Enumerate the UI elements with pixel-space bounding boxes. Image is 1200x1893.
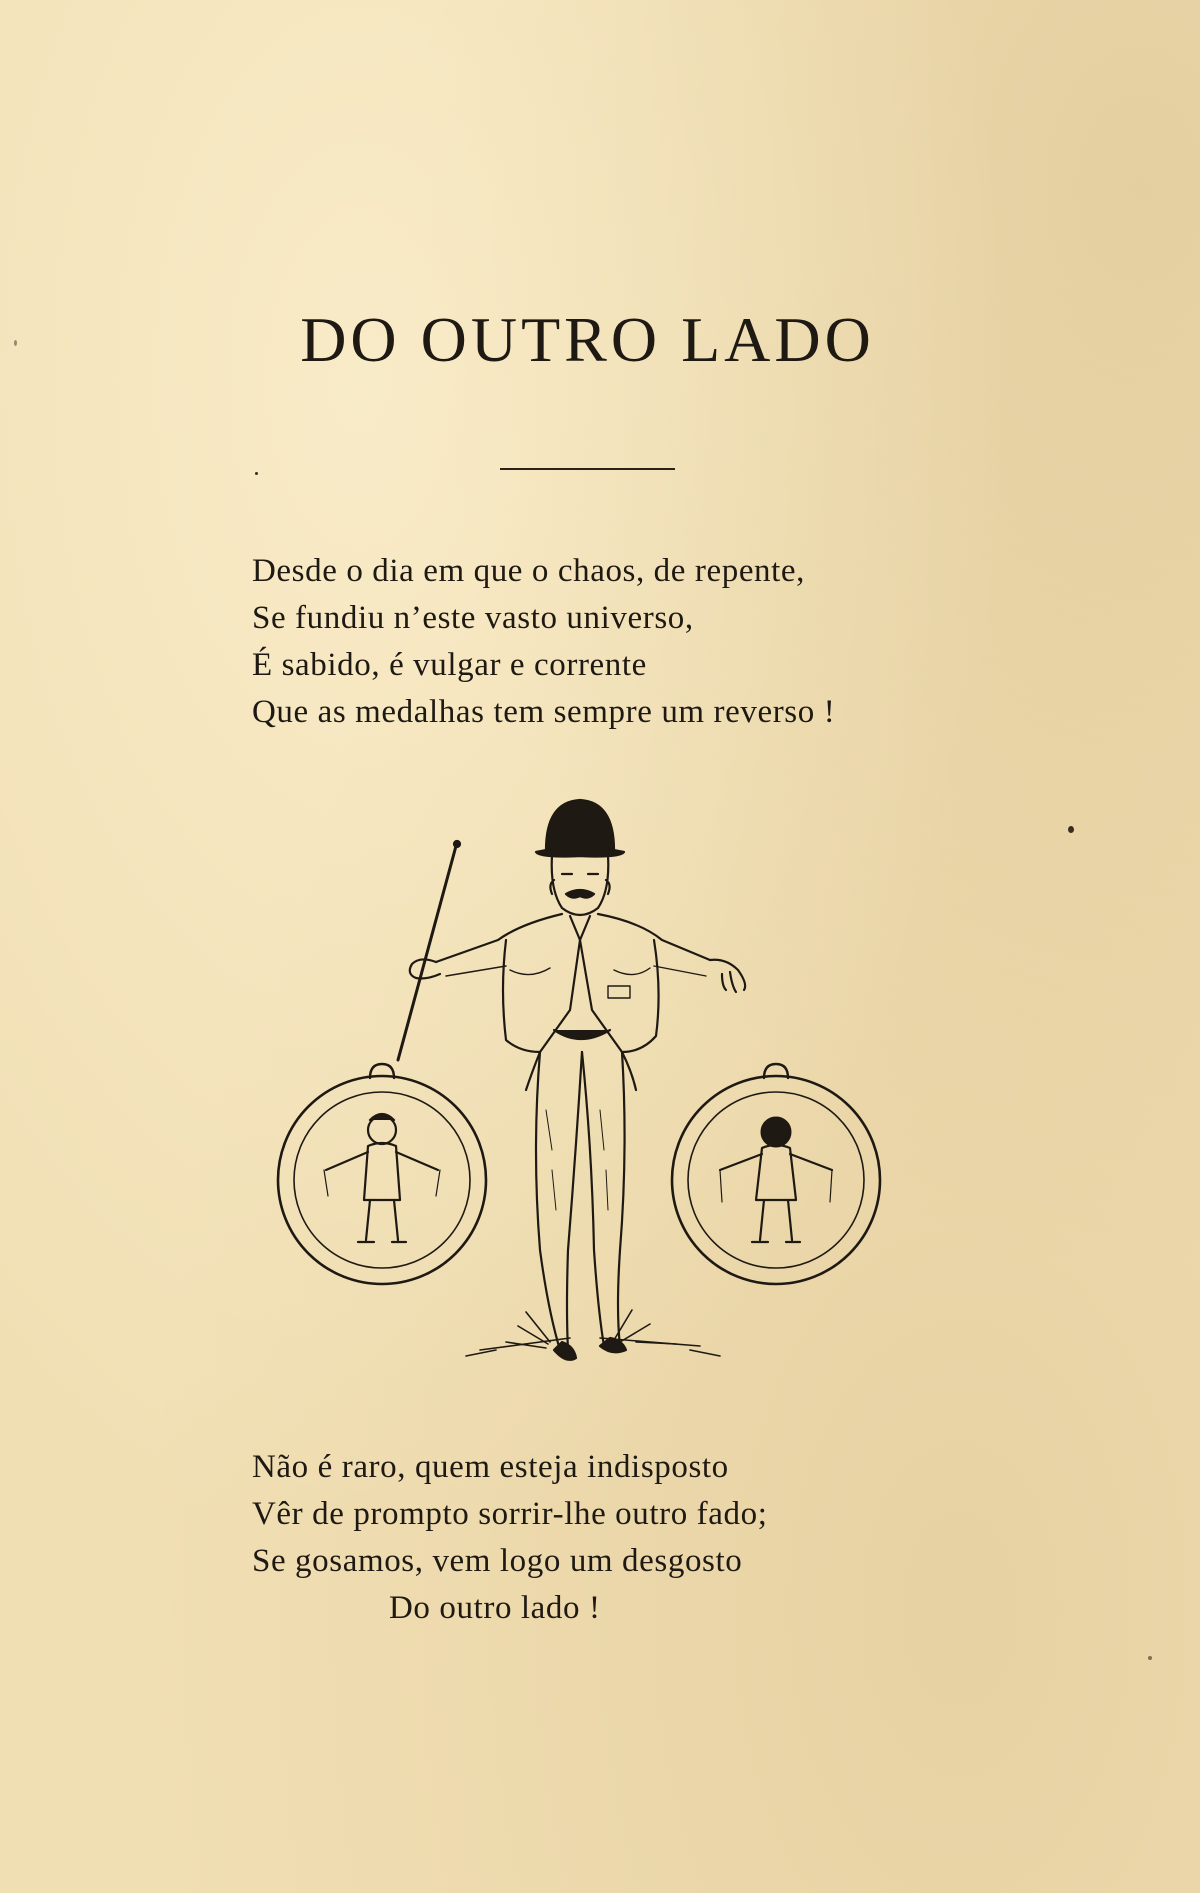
verse-line: Desde o dia em que o chaos, de repente, [252,553,806,589]
verse-line: É sabido, é vulgar e corrente [252,647,647,683]
man-legs [536,1052,626,1360]
man-head [550,856,609,915]
right-medallion-icon [672,1064,880,1284]
verse-line: Se gosamos, vem logo um desgosto [252,1543,743,1579]
verse-line: Que as medalhas tem sempre um reverso ! [252,694,836,730]
stanza-1 [252,548,835,736]
verse-refrain: Do outro lado ! [389,1590,601,1626]
stanza-2 [252,1444,767,1632]
title-divider [500,468,675,470]
verse-line: Não é raro, quem esteja indisposto [252,1449,729,1485]
verse-line: Se fundiu n’este vasto universo, [252,600,694,636]
man-jacket [436,914,710,1090]
paper-speck [1068,826,1074,833]
paper-speck [1148,1656,1152,1660]
left-medallion-icon [278,1064,486,1284]
bowler-hat-icon [536,800,624,857]
walking-cane [398,841,460,1060]
paper-speck [255,472,258,475]
engraving-illustration [270,790,890,1410]
verse-line: Vêr de prompto sorrir-lhe outro fado; [252,1496,768,1532]
poem-title: DO OUTRO LADO [300,304,875,375]
ground-shadow [466,1310,720,1356]
